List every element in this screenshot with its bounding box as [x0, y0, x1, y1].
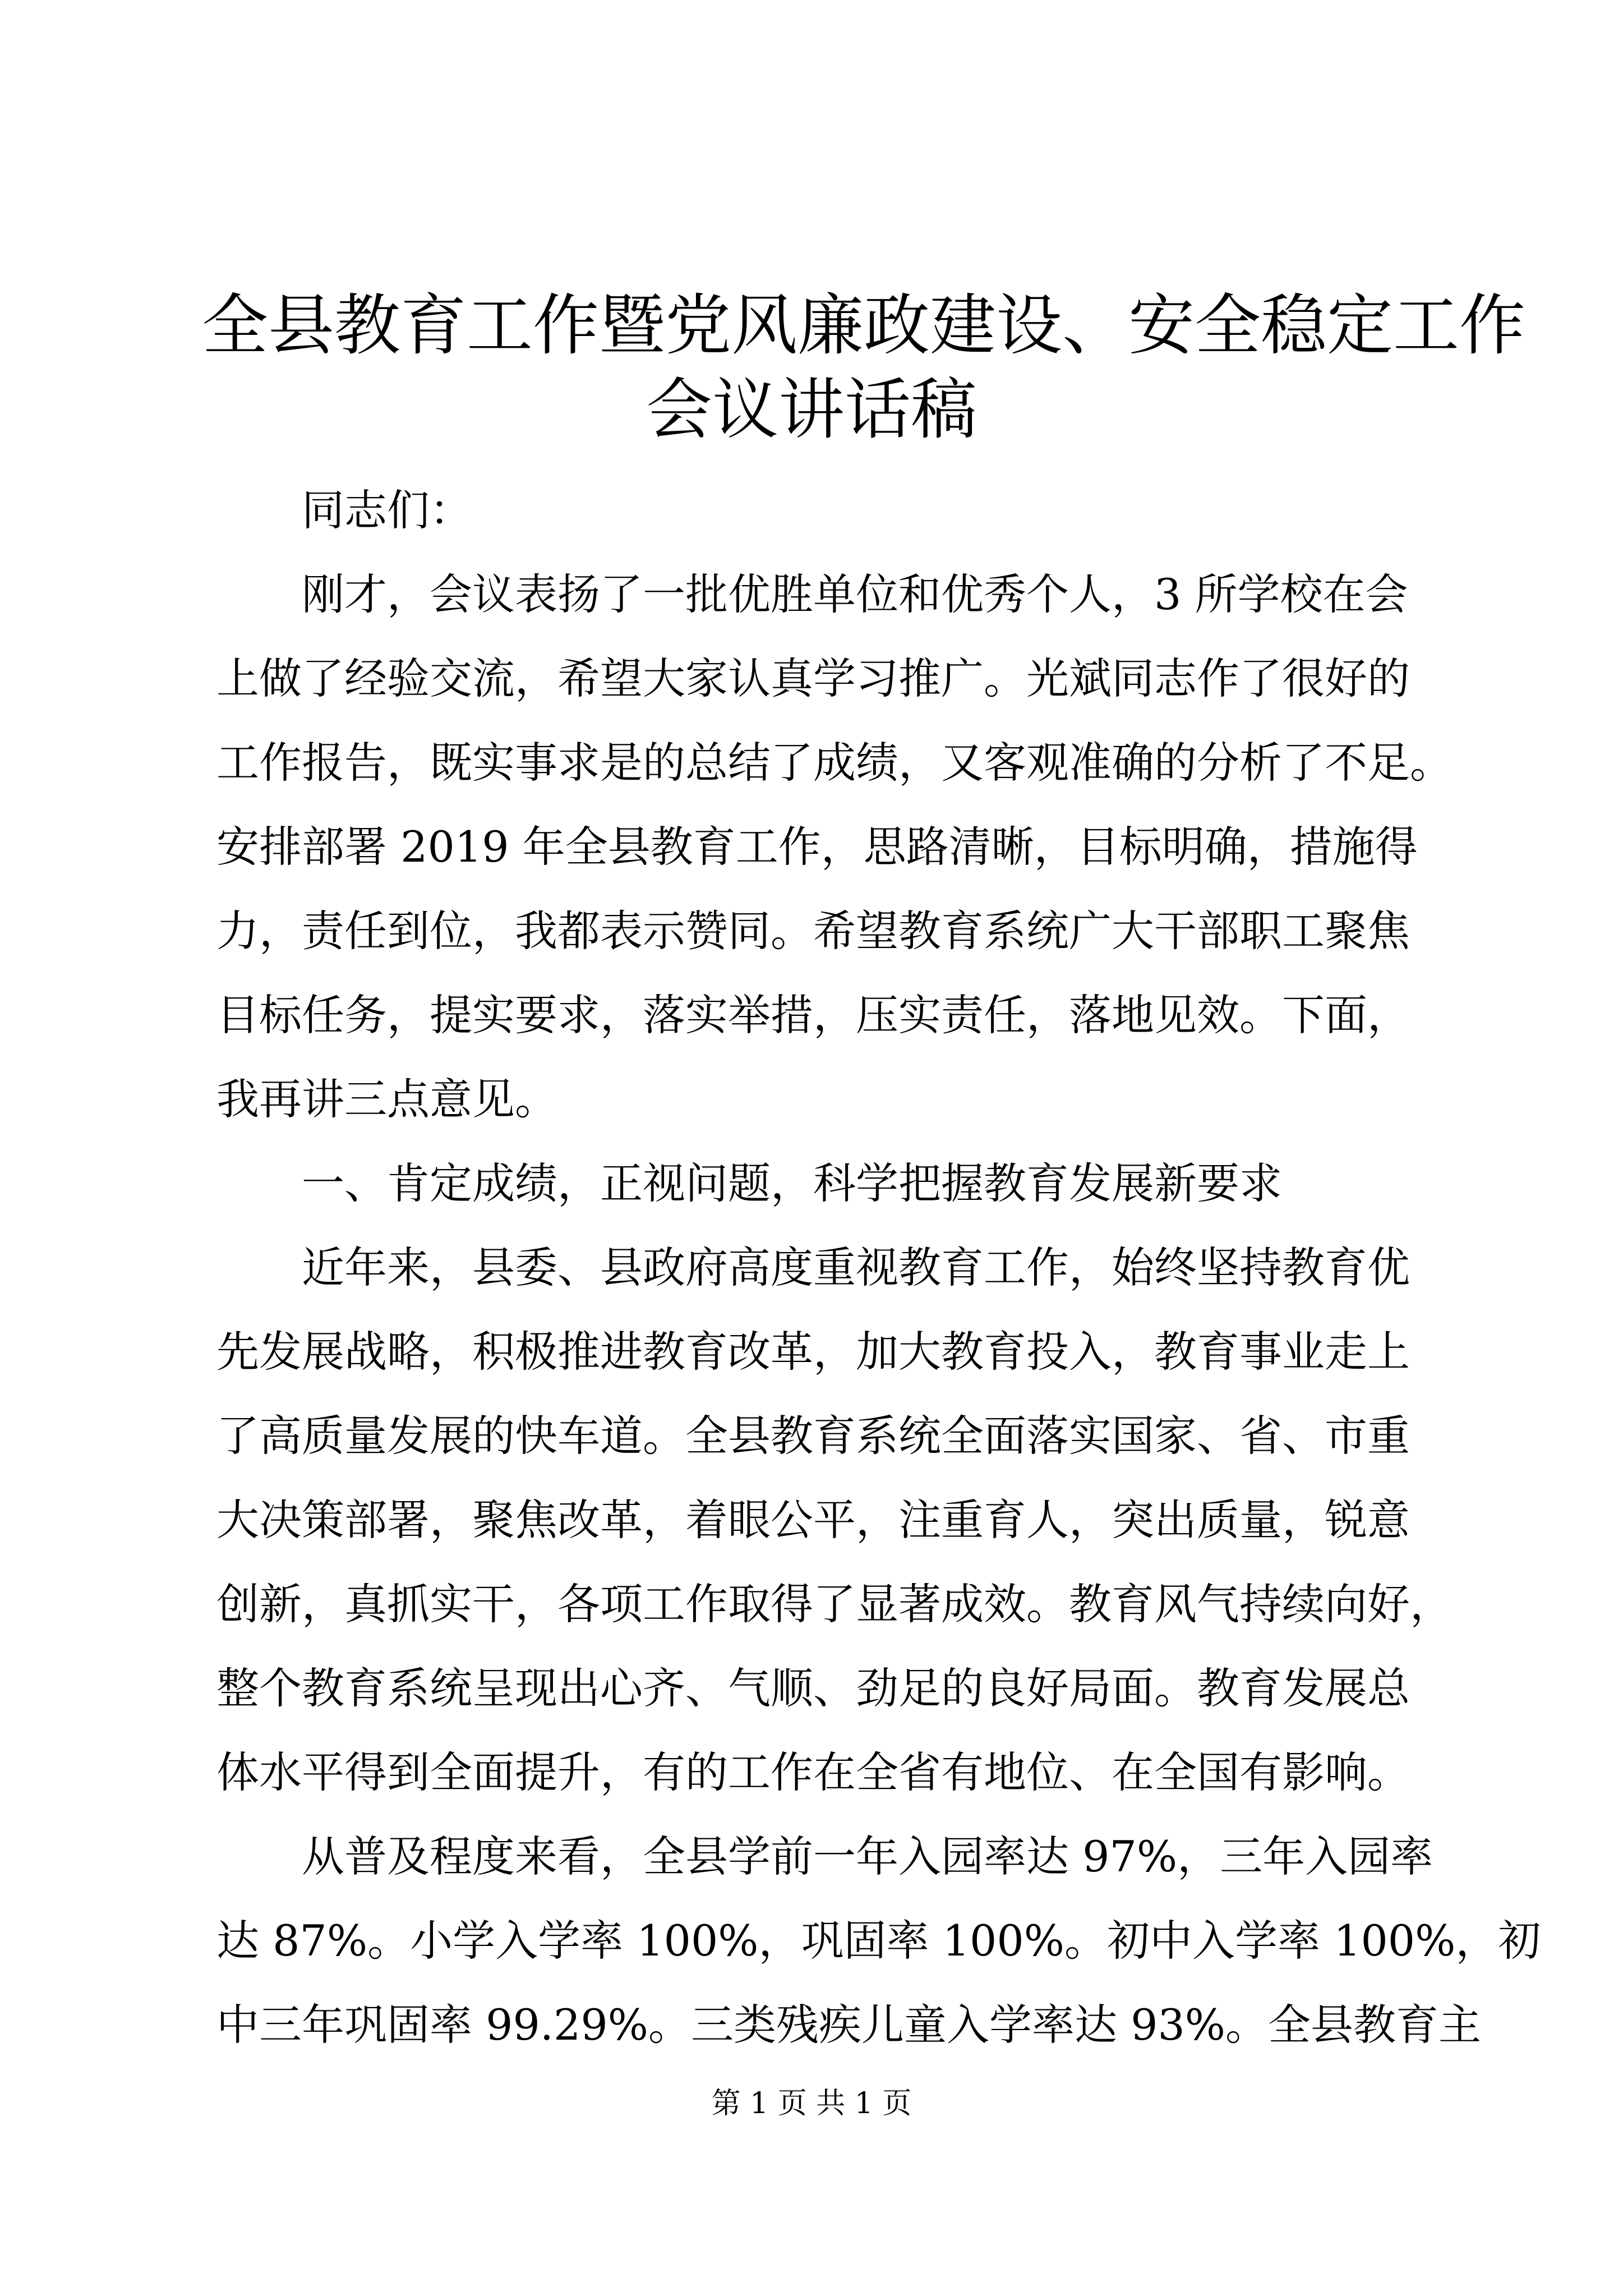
- section-heading: 一、肯定成绩，正视问题，科学把握教育发展新要求: [302, 1158, 1282, 1208]
- document-title-line-1: 全县教育工作暨党风廉政建设、安全稳定工作: [202, 287, 1526, 364]
- body-line: 工作报告，既实事求是的总结了成绩，又客观准确的分析了不足。: [216, 738, 1453, 788]
- body-line: 近年来，县委、县政府高度重视教育工作，始终坚持教育优: [302, 1243, 1410, 1292]
- page-footer: 第 1 页 共 1 页: [711, 2087, 912, 2120]
- body-line: 大决策部署，聚焦改革，着眼公平，注重育人，突出质量，锐意: [216, 1495, 1410, 1545]
- body-line: 达 87%。小学入学率 100%，巩固率 100%。初中入学率 100%，初: [216, 1916, 1541, 1966]
- document-body: [216, 468, 1541, 2067]
- body-line: 安排部署 2019 年全县教育工作，思路清晰，目标明确，措施得: [216, 822, 1418, 872]
- body-line: 目标任务，提实要求，落实举措，压实责任，落地见效。下面，: [216, 990, 1410, 1040]
- body-line: 刚才，会议表扬了一批优胜单位和优秀个人，3 所学校在会: [302, 569, 1408, 619]
- document-title-line-2: 会议讲话稿: [645, 371, 977, 448]
- body-line: 体水平得到全面提升，有的工作在全省有地位、在全国有影响。: [216, 1747, 1410, 1797]
- body-line: 从普及程度来看，全县学前一年入园率达 97%，三年入园率: [302, 1832, 1433, 1881]
- body-line: 中三年巩固率 99.29%。三类残疾儿童入学率达 93%。全县教育主: [216, 2000, 1482, 2050]
- body-line: 我再讲三点意见。: [216, 1074, 557, 1124]
- body-line: 整个教育系统呈现出心齐、气顺、劲足的良好局面。教育发展总: [216, 1663, 1410, 1713]
- salutation-line: 同志们：: [302, 485, 472, 535]
- body-line: 上做了经验交流，希望大家认真学习推广。光斌同志作了很好的: [216, 654, 1410, 703]
- body-line: 了高质量发展的快车道。全县教育系统全面落实国家、省、市重: [216, 1411, 1410, 1461]
- body-line: 力，责任到位，我都表示赞同。希望教育系统广大干部职工聚焦: [216, 906, 1410, 956]
- body-line: 先发展战略，积极推进教育改革，加大教育投入，教育事业走上: [216, 1327, 1410, 1377]
- body-line: 创新，真抓实干，各项工作取得了显著成效。教育风气持续向好，: [216, 1579, 1453, 1629]
